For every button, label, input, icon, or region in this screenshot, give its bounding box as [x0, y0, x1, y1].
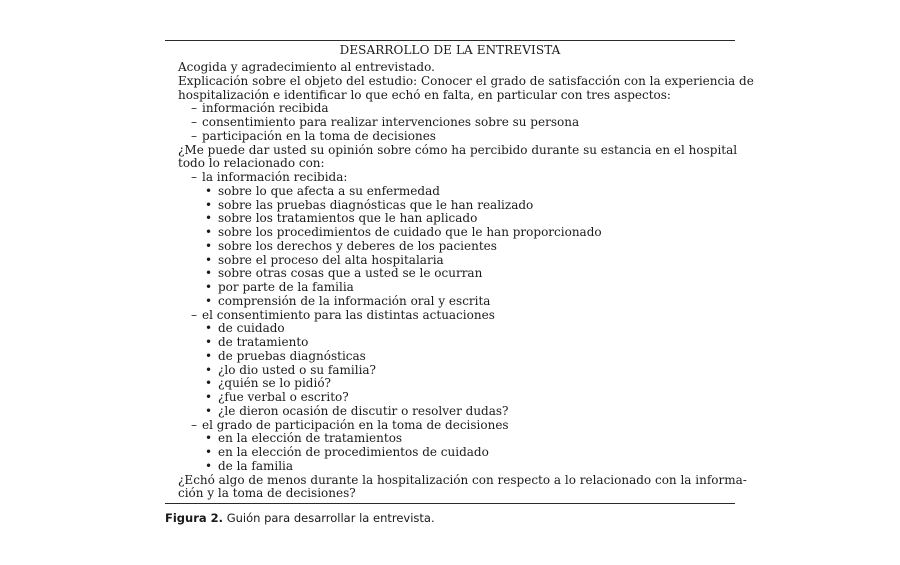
bullet-marker: • — [205, 431, 213, 446]
aspect-text: información recibida — [202, 101, 329, 116]
list-item — [178, 254, 723, 268]
section-heading-text: el consentimiento para las distintas actuaciones — [202, 307, 495, 322]
list-item-text: ¿le dieron ocasión de discutir o resolver dudas? — [218, 403, 509, 418]
section-heading — [178, 419, 723, 433]
list-item — [178, 432, 723, 446]
figure-title: DESARROLLO DE LA ENTREVISTA — [339, 43, 561, 57]
question-line: ¿Me puede dar usted su opinión sobre cómo ha percibido durante su estancia en el hospital — [178, 142, 738, 157]
list-item-text: ¿fue verbal o escrito? — [218, 390, 349, 404]
section-heading — [178, 309, 723, 323]
top-rule — [165, 40, 735, 41]
bullet-marker: • — [205, 445, 213, 459]
caption-text: Guión para desarrollar la entrevista. — [226, 511, 435, 525]
intro-line: Explicación sobre el objeto del estudio: Conocer el grado de satisfacción con la experiencia de — [178, 73, 754, 88]
bullet-marker: • — [205, 211, 213, 226]
list-item — [178, 364, 723, 378]
list-item — [178, 350, 723, 364]
bullet-marker: • — [205, 266, 213, 281]
list-item — [178, 226, 723, 240]
section-heading-text: la información recibida: — [202, 170, 348, 184]
list-item-text: en la elección de procedimientos de cuidado — [218, 445, 489, 459]
bullet-marker: • — [205, 376, 213, 391]
intro-line: hospitalización e identificar lo que echó en falta, en particular con tres aspectos: — [178, 87, 671, 102]
bullet-marker: • — [205, 362, 213, 377]
list-item-text: sobre los procedimientos de cuidado que le han proporcionado — [218, 225, 602, 239]
list-item-text: de la familia — [218, 458, 294, 473]
list-item-text: sobre el proceso del alta hospitalaria — [218, 252, 444, 267]
list-item — [178, 240, 723, 254]
dash-marker: – — [191, 115, 197, 129]
list-item-text: de pruebas diagnósticas — [218, 348, 366, 363]
list-item — [178, 336, 723, 350]
list-item — [178, 322, 723, 336]
bullet-marker: • — [205, 348, 213, 363]
bullet-marker: • — [205, 390, 213, 404]
dash-marker: – — [191, 417, 197, 432]
list-item — [178, 185, 723, 199]
closing-line: ción y la toma de decisiones? — [178, 486, 356, 501]
list-item-text: ¿quién se lo pidió? — [218, 376, 331, 391]
list-item — [178, 460, 723, 474]
bullet-marker: • — [205, 197, 213, 212]
list-item — [178, 405, 723, 419]
question-line: todo lo relacionado con: — [178, 156, 325, 171]
caption-label: Figura 2. — [165, 511, 224, 525]
list-item — [178, 267, 723, 281]
figure-caption — [165, 511, 435, 525]
bullet-marker: • — [205, 321, 213, 336]
section-heading — [178, 171, 723, 185]
bullet-marker: • — [205, 335, 213, 349]
dash-marker: – — [191, 307, 197, 322]
list-item — [178, 391, 723, 405]
list-item-text: en la elección de tratamientos — [218, 431, 403, 446]
list-item — [178, 199, 723, 213]
bullet-marker: • — [205, 183, 213, 198]
list-item — [178, 212, 723, 226]
closing-line: ¿Echó algo de menos durante la hospitalización con respecto a lo relacionado con la informa- — [178, 472, 747, 487]
list-item — [178, 281, 723, 295]
list-item — [178, 446, 723, 460]
list-item-text: por parte de la familia — [218, 280, 354, 294]
aspect-text: participación en la toma de decisiones — [202, 128, 436, 143]
bullet-marker: • — [205, 403, 213, 418]
bottom-rule — [165, 503, 735, 504]
bullet-marker: • — [205, 238, 213, 253]
bullet-marker: • — [205, 293, 213, 308]
list-item — [178, 295, 723, 309]
list-item-text: sobre los tratamientos que le han aplicado — [218, 211, 478, 226]
dash-marker: – — [191, 128, 197, 143]
bullet-marker: • — [205, 458, 213, 473]
list-item — [178, 377, 723, 391]
list-item-text: comprensión de la información oral y escrita — [218, 293, 491, 308]
aspect-item — [178, 102, 723, 116]
dash-marker: – — [191, 101, 197, 116]
list-item-text: sobre las pruebas diagnósticas que le han realizado — [218, 197, 534, 212]
list-item-text: de cuidado — [218, 321, 285, 336]
interview-guide — [178, 60, 754, 501]
intro-line: Acogida y agradecimiento al entrevistado. — [178, 60, 435, 74]
bullet-marker: • — [205, 252, 213, 267]
aspect-item — [178, 130, 723, 144]
list-item-text: sobre lo que afecta a su enfermedad — [218, 183, 440, 198]
list-item-text: sobre los derechos y deberes de los pacientes — [218, 238, 497, 253]
bullet-marker: • — [205, 225, 213, 239]
bullet-marker: • — [205, 280, 213, 294]
dash-marker: – — [191, 170, 197, 184]
aspect-item — [178, 116, 723, 130]
list-item-text: sobre otras cosas que a usted se le ocurran — [218, 266, 483, 281]
list-item-text: ¿lo dio usted o su familia? — [218, 362, 376, 377]
aspect-text: consentimiento para realizar intervenciones sobre su persona — [202, 115, 580, 129]
section-heading-text: el grado de participación en la toma de decisiones — [202, 417, 509, 432]
list-item-text: de tratamiento — [218, 335, 309, 349]
